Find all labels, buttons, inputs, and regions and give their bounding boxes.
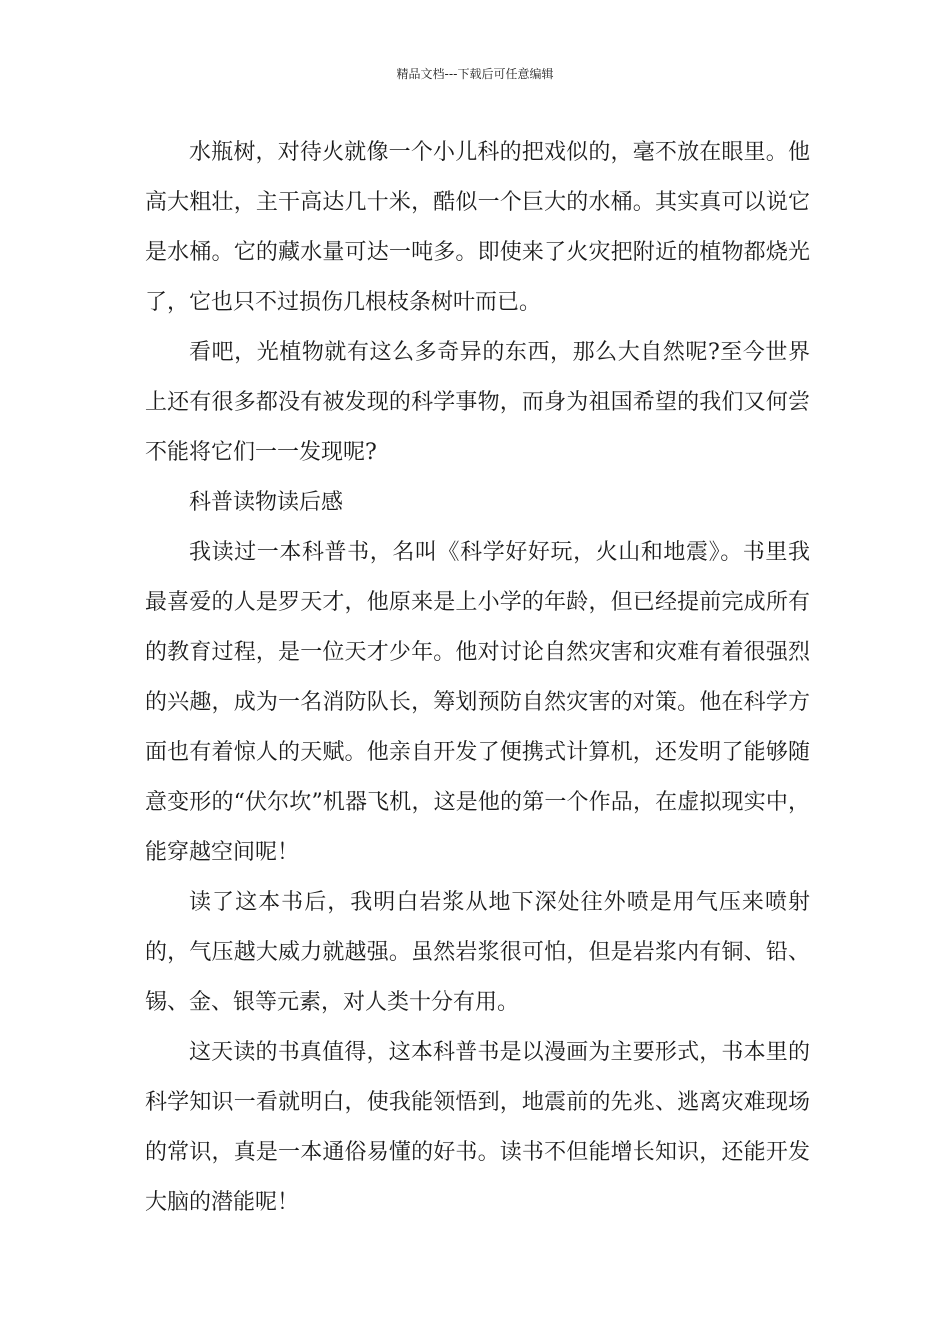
paragraph-book-intro: 我读过一本科普书，名叫《科学好好玩，火山和地震》。书里我最喜爱的人是罗天才，他原来是上小学的年龄，但已经提前完成所有的教育过程，是一位天才少年。他对讨论自然灾害和灾难有着很强烈的兴趣，成为一名消防队长，筹划预防自然灾害的对策。他在科学方面也有着惊人的天赋。他亲自开发了便携式计算机，还发明了能够随意变形的“伏尔坎”机器飞机，这是他的第一个作品，在虚拟现实中，能穿越空间呢！	[145, 540, 810, 865]
page-header: 精品文档---下载后可任意编辑	[396, 67, 554, 81]
section-title: 科普读物读后感	[189, 490, 344, 515]
paragraph-nature-discovery: 看吧，光植物就有这么多奇异的东西，那么大自然呢?至今世界上还有很多都没有被发现的科学事物，而身为祖国希望的我们又何尝不能将它们一一发现呢?	[145, 340, 810, 465]
paragraph-conclusion: 这天读的书真值得，这本科普书是以漫画为主要形式，书本里的科学知识一看就明白，使我能领悟到，地震前的先兆、逃离灾难现场的常识，真是一本通俗易懂的好书。读书不但能增长知识，还能开发大脑的潜能呢！	[145, 1040, 810, 1215]
paragraph-magma: 读了这本书后，我明白岩浆从地下深处往外喷是用气压来喷射的，气压越大威力就越强。虽然岩浆很可怕，但是岩浆内有铜、铅、锡、金、银等元素，对人类十分有用。	[145, 890, 810, 1015]
document-body	[145, 128, 810, 1228]
paragraph-water-bottle-tree: 水瓶树，对待火就像一个小儿科的把戏似的，毫不放在眼里。他高大粗壮，主干高达几十米，酷似一个巨大的水桶。其实真可以说它是水桶。它的藏水量可达一吨多。即使来了火灾把附近的植物都烧光了，它也只不过损伤几根枝条树叶而已。	[145, 140, 810, 315]
